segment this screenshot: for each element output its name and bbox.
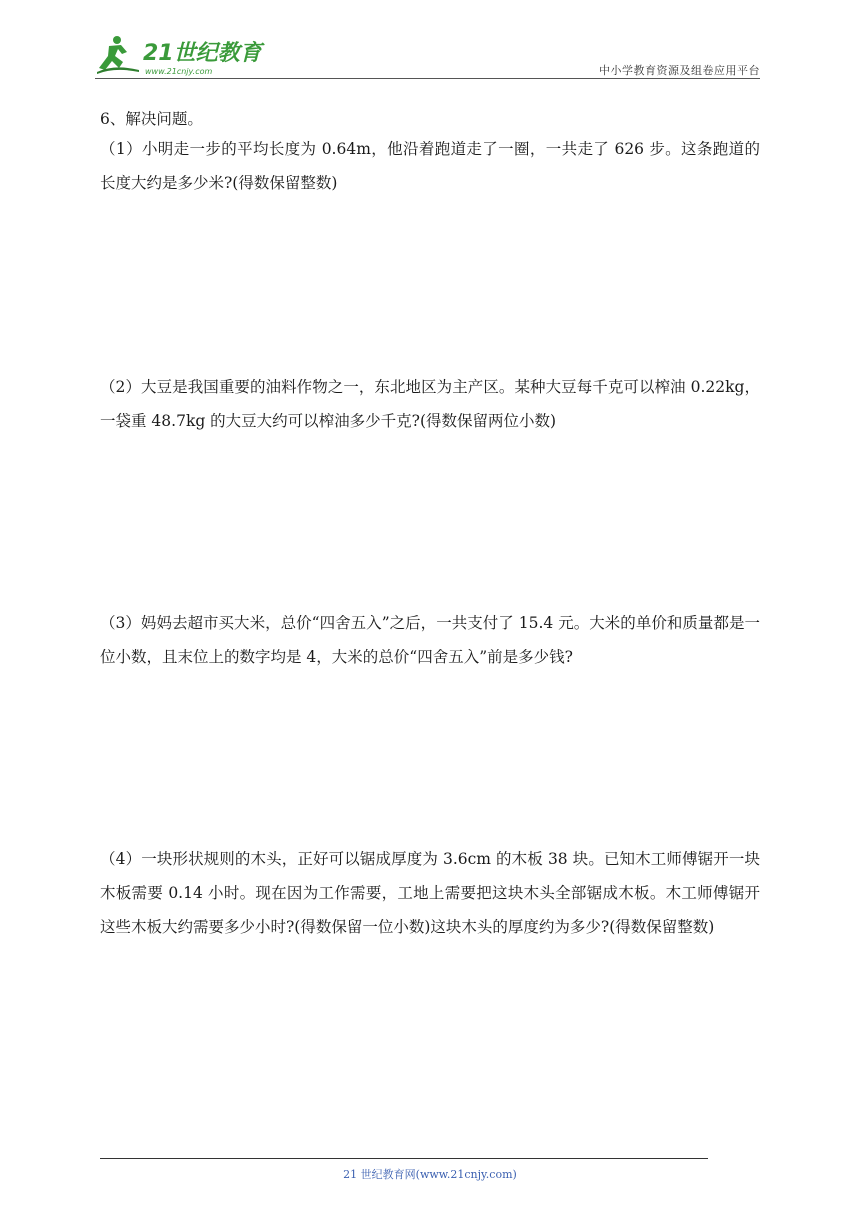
footer-link[interactable]: 21 世纪教育网(www.21cnjy.com) xyxy=(343,1168,517,1181)
question-4: （4）一块形状规则的木头，正好可以锯成厚度为 3.6cm 的木板 38 块。已知木工师傅锯开一块木板需要 0.14 小时。现在因为工作需要，工地上需要把这块木头全部锯成木板。木工师傅锯开这些木板大约需要多少小时?(得数保留一位小数)这块木头的厚度约为多少?(得数保留整数) xyxy=(100,850,760,936)
section-title: 6、解决问题。 xyxy=(100,110,203,128)
svg-text:21世纪教育: 21世纪教育 xyxy=(143,41,262,66)
platform-name: 中小学教育资源及组卷应用平台 xyxy=(599,64,760,77)
document-body xyxy=(100,102,760,936)
header-divider xyxy=(95,78,760,79)
footer-divider xyxy=(100,1158,708,1159)
question-3: （3）妈妈去超市买大米，总价“四舍五入”之后，一共支付了 15.4 元。大米的单价和质量都是一位小数，且末位上的数字均是 4，大米的总价“四舍五入”前是多少钱? xyxy=(100,614,760,666)
svg-text:www.21cnjy.com: www.21cnjy.com xyxy=(145,67,213,76)
question-2: （2）大豆是我国重要的油料作物之一，东北地区为主产区。某种大豆每千克可以榨油 0.22kg，一袋重 48.7kg 的大豆大约可以榨油多少千克?(得数保留两位小数) xyxy=(100,378,760,430)
question-1: （1）小明走一步的平均长度为 0.64m，他沿着跑道走了一圈，一共走了 626 步。这条跑道的长度大约是多少米?(得数保留整数) xyxy=(100,140,760,192)
page-header xyxy=(95,30,760,80)
site-logo xyxy=(95,34,265,78)
runner-icon xyxy=(97,36,139,74)
